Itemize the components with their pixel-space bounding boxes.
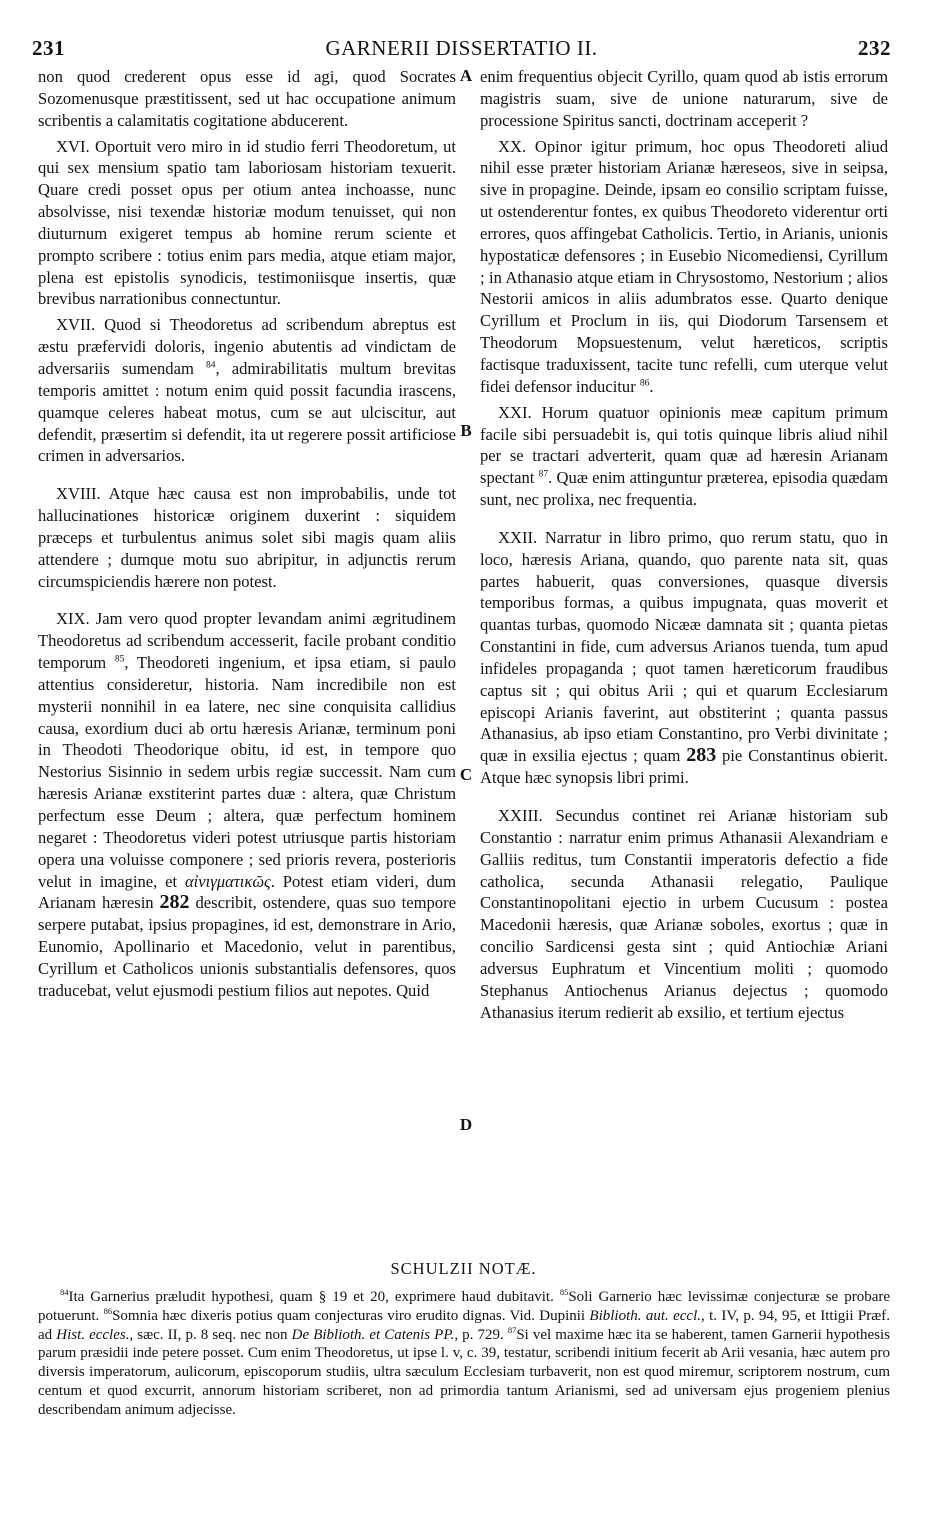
paragraph-text: historiam Arianæ hæreseos, sive in seipsa, sive in propagine. Deinde, ipsam eo consilio scriptam fuisse, ut ostenderentur fontes, ex quibus Theodoreto viderentur orti errores, quos affingebat Catholicis. Tertio, in Arianis, unionis hypostaticæ defensores ; in Eusebio Nicomediensi, Cyrillum ; in Athanasio atque etiam in Chrysostomo, Nestorium ; alios Nestorii amicos in aliis adumbratos esse. Quarto denique Cyrillum et Proclum in iis, qui Diodorum Tarsensem et Theodorum Mopsuestenum, velut hæreticos, scriptis factisque traduxissent, tacite tunc refelli, cum uterque velut fidei defensor inducitur	[480, 158, 888, 396]
footnote-86: Somnia hæc dixeris potius quam conjecturas viro erudito dignas. Vid. Dupinii	[112, 1307, 586, 1324]
paragraph-text: Atque hæc causa est non improbabilis, unde tot hallucinationes historicæ originem duxerint : siquidem præceps et turbulentus animus solet sibi magis quam aliis attendere ; dumque motu suo abripitur, in adjunctis rerum circumspiciendis hærere non potest.	[38, 484, 456, 591]
notes-heading: SCHULZII NOTÆ.	[390, 1259, 537, 1278]
section-number: XVIII.	[56, 484, 101, 504]
margin-letter-b: B	[460, 421, 472, 440]
paragraph-xxiii	[480, 805, 888, 1023]
citation-title: De Biblioth. et Catenis PP.	[291, 1326, 455, 1343]
section-number: XXI.	[498, 402, 532, 422]
paragraph-text: describit, ostendere, quas suo tempore serpere putabat, ipsius propagines, id est, demonstrare in Ario, Eunomio, Apollinario et Macedonio, velut in parentibus, Cyrillum et Catholicos unionis substantialis defensores, quos traducebat, velut ejusmodi pestium filios aut nepotes. Quid	[38, 893, 456, 1000]
citation-title: Biblioth. aut. eccl.	[589, 1307, 701, 1324]
footnotes-text	[38, 1288, 890, 1420]
paragraph-text: , admirabilitatis multum brevitas temporis amittet : notum enim quid possit facundia irascens, quamque celeres habeat motus, cum se aut ulciscitur, aut defendit, præsertim si defendit, ita ut regerere possit artificiose crimen in adversarios.	[38, 358, 457, 466]
footnote-86-cont: , sæc. II, p. 8 seq. nec non	[129, 1326, 288, 1343]
footnote-86-cont: , p. 729.	[454, 1326, 504, 1343]
footnote-mark-86: 86	[103, 1305, 113, 1316]
paragraph-text: Opinor igitur primum, hoc opus Theodoreti aliud nihil esse præter	[480, 136, 888, 178]
section-number: XXII.	[498, 527, 538, 547]
footnote-ref-84[interactable]: 84	[206, 360, 216, 371]
paragraph-xix	[38, 608, 456, 1001]
footnote-mark-85: 85	[559, 1287, 569, 1297]
section-number: XX.	[498, 136, 527, 156]
section-number: XXIII.	[498, 806, 543, 825]
footnote-86-cont: , t. IV, p. 94, 95, et Ittigii Præf. ad	[38, 1307, 891, 1343]
paragraph-text: Horum quatuor opinionis meæ capitum primum facile sibi persuadebit is, qui totis quinque libris aliud nihil per se tractari adverterit, quam quæ ad hæresin Arianam spectant	[480, 402, 888, 488]
paragraph-continuation	[480, 66, 888, 132]
paragraph-text: Secundus continet rei Arianæ historiam sub Constantio : narratur enim primus Athanasii Alexandriam e Galliis reditus, tum Constantii imperatoris defectio a fide catholica, secunda Athanasii relegatio, Paulique Constantinopolitani ejectio in urbem Cucusum : postea Macedonii hæresis, quæ Arianæ soboles, exortus ; quæ in concilio Sardicensi gesta sint ; quid Antiochiæ Ariani adversus Euphratum et Vincentium moliti ; quomodo Stephanus Antiochenus Arianus dejectus ; quomodo Athanasius iterum redierit ab exsilio, et tertium ejectus	[480, 806, 888, 1022]
left-column	[38, 66, 456, 1002]
section-number: XIX.	[56, 609, 90, 629]
paragraph-text: Narratur in libro primo, quo rerum statu, quo in loco, hæresis Ariana, quando, quo parente nata sit, quas partes habuerit, quas conversiones, quasque diversis temporibus formas, a quibus impugnata, quas moverit et quantas turbas, quomodo Nicææ damnata sit ; quanta pietas Constantini in fide, cum adversus Arianos tuenda, tum apud infideles propaganda ; quot tamen hæreticorum fraudibus captus sit ; qui obitus Arii ; qui et quarum Ecclesiarum episcopi Arianis faverint, aut obstiterint ; quanta passus Athanasius, ab ipso etiam Constantino, pro Verbi divinitate ; quæ in exsilia ejectus ; quam	[480, 527, 889, 766]
paragraph-text: enim frequentius objecit Cyrillo, quam quod ab istis errorum magistris suam, sive de unione naturarum, sive de processione Spiritus sancti, doctrinam acceperit ?	[480, 67, 888, 130]
column-marker-283: 283	[686, 744, 717, 767]
paragraph-text: .	[649, 376, 654, 396]
citation-title: Hist. eccles.	[56, 1326, 130, 1343]
page-number-left: 231	[32, 36, 65, 60]
paragraph-text: . Quæ enim attinguntur præterea, episodia quædam sunt, nec prolixa, nec frequentia.	[480, 468, 888, 510]
paragraph-xviii	[38, 483, 456, 592]
paragraph-text: Quod si Theodoretus ad scribendum abreptus est æstu præfervidi doloris, ingenio abutentis ad vindictam de adversariis sumendam	[38, 315, 456, 378]
section-number: XVII.	[56, 315, 96, 335]
paragraph-continuation	[38, 66, 456, 132]
paragraph-text: . Potest etiam videri, dum Arianam hæresin	[38, 871, 457, 913]
paragraph-xx	[480, 136, 888, 398]
margin-letter-c: C	[459, 765, 473, 784]
footnote-84: Ita Garnerius præludit hypothesi, quam § 19 et 20, exprimere haud dubitavit.	[68, 1289, 554, 1305]
footnote-ref-86[interactable]: 86	[639, 378, 650, 389]
footnotes	[38, 1288, 890, 1420]
footnote-mark-87: 87	[507, 1324, 517, 1335]
margin-letter-d: D	[459, 1115, 473, 1134]
column-marker-282: 282	[159, 891, 190, 914]
running-title: GARNERII DISSERTATIO II.	[325, 36, 598, 60]
footnote-85: Soli Garnerio hæc levissimæ conjecturæ se probare potuerunt.	[38, 1289, 891, 1324]
paragraph-text: Jam vero quod propter levandam animi ægritudinem Theodoretus ad scribendum accesserit, facile probant conditio temporum	[38, 609, 456, 673]
paragraph-text: non quod crederent opus esse id agi, quod Socrates Sozomenusque præstitissent, sed ut hac occupatione animum scribentis a calamitatis cogitatione abducerent.	[38, 67, 456, 130]
page-number-right: 232	[858, 36, 891, 60]
footnote-ref-85[interactable]: 85	[114, 654, 125, 665]
footnote-ref-87[interactable]: 87	[538, 469, 549, 480]
paragraph-xxi	[480, 402, 888, 511]
paragraph-xxii	[480, 527, 888, 789]
footnote-mark-84: 84	[60, 1287, 69, 1297]
greek-word: αἰνιγματικῶς	[184, 871, 271, 891]
margin-letter-a: A	[459, 66, 473, 85]
paragraph-xvii	[38, 314, 456, 467]
paragraph-xvi	[38, 136, 456, 311]
right-column	[480, 66, 888, 1023]
paragraph-text: pie Constantinus obierit. Atque hæc synopsis libri primi.	[480, 746, 888, 788]
running-header	[32, 36, 891, 66]
footnote-87: Si vel maxime hæc ita se haberent, tamen Garnerii hypothesis parum præsidii inde petere posset. Cum enim Theodoretus, ut ipse l. v, c. 39, testatur, scribendi initium fecerit ab Arii vesania, hæc autem pro diversis imperatorum, aulicorum, episcoporum studiis, ultra sæculum Ecclesiam turbaverit, non est quod miremur, scriptorem nostrum, cum centum et quod excurrit, annorum historiam scriberet, non ad primordia tantum Arianismi, sed ad universam ejus progeniem plenius describendam animum adjecisse.	[38, 1326, 890, 1418]
section-number: XVI.	[56, 136, 90, 156]
paragraph-text: , Theodoreti ingenium, et ipsa etiam, si paulo attentius consideretur, historia. Nam incredibile non est mysterii nonnihil in ea latere, nec sine conquisita callidius causa, exordium duci ab ortu hæresis Arianæ, terminum poni in Theodoti Theodorique obitu, id est, in tempore quo Nestorius Sisinnio in sedem urbis regiæ successit. Nam cum hæresis Arianæ exstiterint partes duæ : altera, quæ Christum perfectum esse Deum ; altera, quæ perfectum hominem negaret : Theodoretus videri potest utriusque partis historiam opera una voluisse componere ; sed prioris revera, posterioris velut in imagine, et	[38, 653, 456, 891]
paragraph-text: Oportuit vero miro in id studio ferri Theodoretum, ut qui sex mensium spatio tam laboriosam historiam texuerit. Quare credi posset opus per otium antea inchoasse, nunc absolvisse, nisi texendæ historiæ modum tenuisset, qui non diuturnum exigeret tempus ab homine rerum sciente et prompto scribere : totius enim pars media, atque etiam major, plena est epistolis synodicis, testimoniisque insertis, quæ brevibus narrationibus connectuntur.	[38, 136, 456, 309]
